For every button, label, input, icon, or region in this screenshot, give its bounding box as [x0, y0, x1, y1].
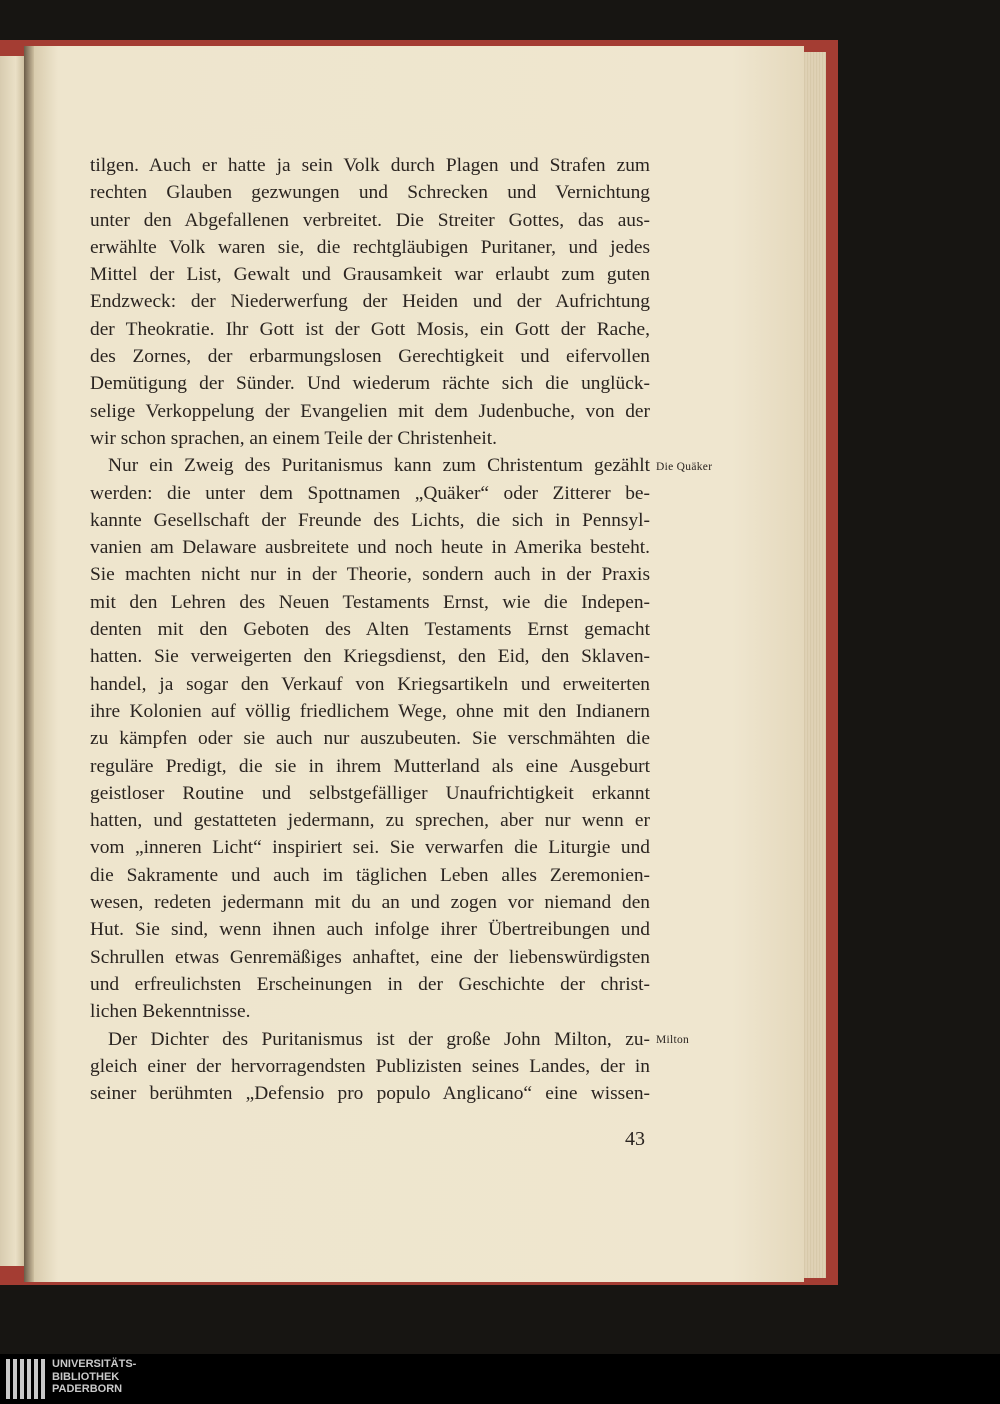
text-line: und erfreulichsten Erscheinungen in der Geschichte der christ- [90, 973, 650, 995]
text-line: Hut. Sie sind, wenn ihnen auch infolge ihrer Übertreibungen und [90, 919, 650, 941]
logo-line: BIBLIOTHEK [52, 1370, 120, 1383]
text-line: erwählte Volk waren sie, die rechtgläubigen Puritaner, und jedes [90, 236, 650, 258]
text-line: denten mit den Geboten des Alten Testaments Ernst gemacht [90, 619, 650, 641]
text-line: des Zornes, der erbarmungslosen Gerechtigkeit und eifervollen [90, 346, 650, 368]
text-line: zu kämpfen oder sie auch nur auszubeuten. Sie verschmähten die [90, 728, 650, 750]
text-line: selige Verkoppelung der Evangelien mit dem Judenbuche, von der [90, 400, 650, 422]
text-line: unter den Abgefallenen verbreitet. Die Streiter Gottes, das aus- [90, 209, 650, 231]
text-line: hatten, und gestatteten jedermann, zu sprechen, aber nur wenn er [90, 810, 650, 832]
text-line: Demütigung der Sünder. Und wiederum rächte sich die unglück- [90, 373, 650, 395]
margin-note-quaker: Die Quäker [656, 461, 713, 473]
logo-line: PADERBORN [52, 1383, 123, 1395]
text-line: rechten Glauben gezwungen und Schrecken und Vernichtung [90, 182, 650, 204]
text-line: werden: die unter dem Spottnamen „Quäker“ oder Zitterer be- [90, 482, 650, 504]
text-line: tilgen. Auch er hatte ja sein Volk durch Plagen und Strafen zum [90, 155, 650, 176]
page-number: 43 [625, 1128, 645, 1150]
text-line: gleich einer der hervorragendsten Publizisten seines Landes, der in [90, 1055, 650, 1077]
book-gutter [24, 46, 34, 1282]
text-line: Sie machten nicht nur in der Theorie, sondern auch in der Praxis [90, 564, 650, 586]
text-line: wir schon sprachen, an einem Teile der Christenheit. [90, 427, 497, 449]
text-line: seiner berühmten „Defensio pro populo Anglicano“ eine wissen- [90, 1083, 650, 1105]
text-line: Schrullen etwas Genremäßiges anhaftet, eine der liebenswürdigsten [90, 946, 650, 968]
text-line: Nur ein Zweig des Puritanismus kann zum Christentum gezählt [108, 455, 650, 477]
text-line: wesen, redeten jedermann mit du an und zogen vor niemand den [90, 892, 650, 914]
text-line: reguläre Predigt, die sie in ihrem Mutterland als eine Ausgeburt [90, 755, 650, 777]
left-page-edge [0, 56, 26, 1266]
text-line: Mittel der List, Gewalt und Grausamkeit war erlaubt zum guten [90, 264, 650, 286]
text-line: ihre Kolonien auf völlig friedlichem Wege, ohne mit den Indianern [90, 700, 650, 722]
text-line: der Theokratie. Ihr Gott ist der Gott Mosis, ein Gott der Rache, [90, 318, 650, 340]
text-line: hatten. Sie verweigerten den Kriegsdienst, den Eid, den Sklaven- [90, 646, 650, 668]
text-line: vom „inneren Licht“ inspiriert sei. Sie verwarfen die Liturgie und [90, 837, 650, 859]
library-logo-icon [6, 1359, 46, 1399]
library-logo-text [52, 1358, 136, 1396]
text-line: vanien am Delaware ausbreitete und noch heute in Amerika besteht. [90, 537, 650, 559]
text-line: Der Dichter des Puritanismus ist der große John Milton, zu- [108, 1028, 650, 1050]
body-text [90, 152, 650, 1107]
text-line: kannte Gesellschaft der Freunde des Lichts, die sich in Pennsyl- [90, 509, 650, 531]
library-footer [0, 1354, 1000, 1404]
margin-note-milton: Milton [656, 1034, 690, 1046]
logo-line: UNIVERSITÄTS- [52, 1358, 137, 1370]
text-line: Endzweck: der Niederwerfung der Heiden und der Aufrichtung [90, 291, 650, 313]
text-line: handel, ja sogar den Verkauf von Kriegsartikeln und erweiterten [90, 673, 650, 695]
text-line: mit den Lehren des Neuen Testaments Ernst, wie die Indepen- [90, 591, 650, 613]
text-line: geistloser Routine und selbstgefälliger Unaufrichtigkeit erkannt [90, 782, 650, 804]
text-line: die Sakramente und auch im täglichen Leben alles Zeremonien- [90, 864, 650, 886]
text-line: lichen Bekenntnisse. [90, 1001, 251, 1023]
